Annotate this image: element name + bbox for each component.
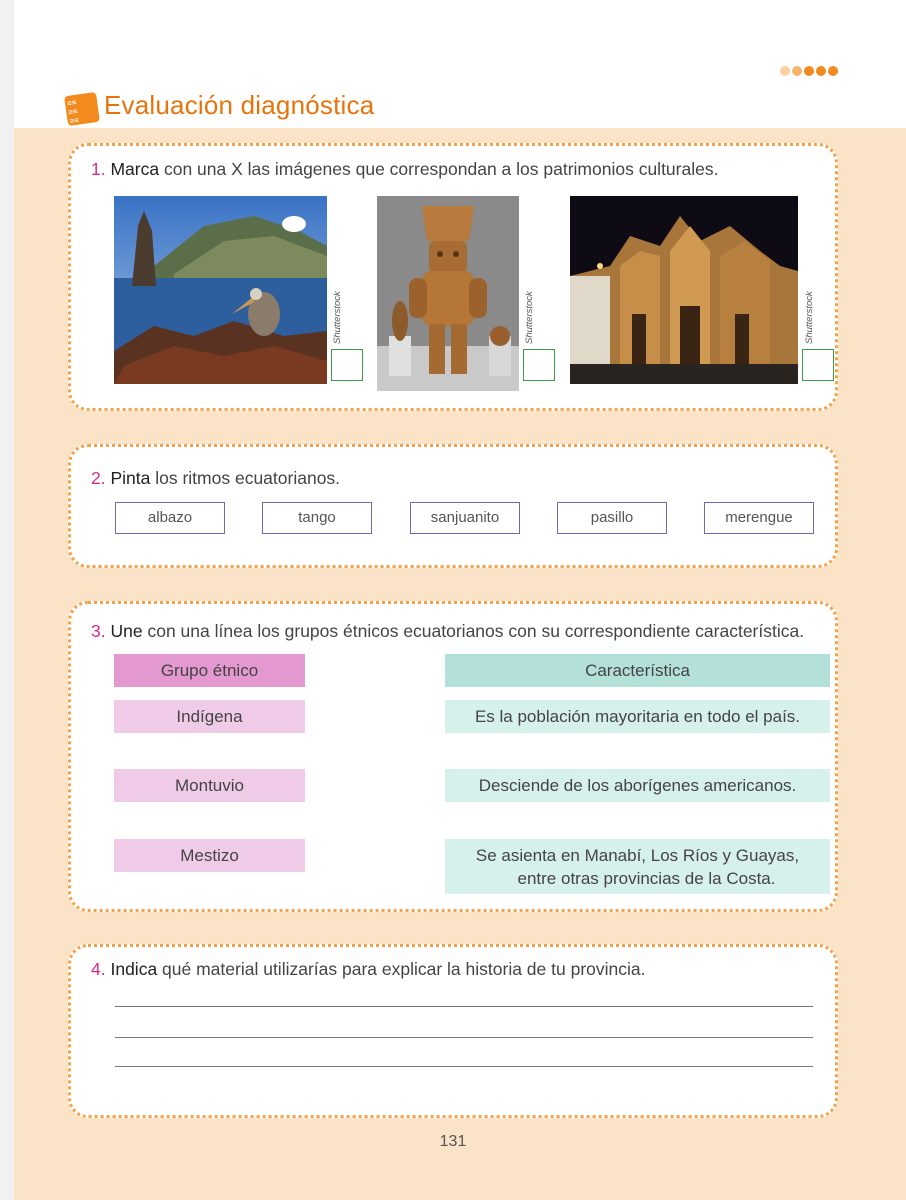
answer-line-1[interactable]	[115, 1006, 813, 1007]
answer-line-2[interactable]	[115, 1037, 813, 1038]
characteristic-coast-line-1: Se asienta en Manabí, Los Ríos y Guayas,	[475, 846, 800, 865]
question-4-card	[68, 944, 838, 1118]
characteristic-aborigines[interactable]: Desciende de los aborígenes americanos.	[445, 769, 830, 802]
characteristic-majority[interactable]: Es la población mayoritaria en todo el país.	[445, 700, 830, 733]
page-margin-strip	[0, 0, 14, 1200]
evaluation-icon: ≡≡ ≡≡ ≡≡	[64, 92, 100, 126]
characteristic-coast-line-2: entre otras provincias de la Costa.	[517, 869, 776, 888]
question-1-card	[68, 143, 838, 411]
ethnic-group-header: Grupo étnico	[114, 654, 305, 687]
photo-1-credit: Shutterstock	[332, 291, 343, 344]
question-2-prompt: 2. Pinta los ritmos ecuatorianos.	[91, 468, 341, 488]
rhythm-option-merengue[interactable]: merengue	[704, 502, 814, 534]
question-3-card	[68, 601, 838, 912]
photo-3-credit: Shutterstock	[804, 291, 815, 344]
galapagos-pelican-photo	[114, 196, 327, 384]
question-2-card	[68, 444, 838, 568]
ceramic-figure-photo	[377, 196, 519, 391]
page-title: Evaluación diagnóstica	[104, 90, 375, 120]
ethnic-group-montuvio[interactable]: Montuvio	[114, 769, 305, 802]
photo-2-credit: Shutterstock	[524, 291, 535, 344]
rhythm-option-albazo[interactable]: albazo	[115, 502, 225, 534]
characteristic-coast[interactable]	[445, 839, 830, 894]
rhythm-option-tango[interactable]: tango	[262, 502, 372, 534]
question-1-prompt: 1. Marca con una X las imágenes que correspondan a los patrimonios culturales.	[91, 159, 719, 179]
section-dots	[780, 66, 838, 76]
photo-1-checkbox[interactable]	[331, 349, 363, 381]
page-number: 131	[439, 1133, 467, 1150]
question-4-prompt: 4. Indica qué material utilizarías para explicar la historia de tu provincia.	[91, 959, 646, 979]
photo-3-checkbox[interactable]	[802, 349, 834, 381]
answer-line-3[interactable]	[115, 1066, 813, 1067]
ethnic-group-indigena[interactable]: Indígena	[114, 700, 305, 733]
ethnic-group-mestizo[interactable]: Mestizo	[114, 839, 305, 872]
question-3-prompt: 3. Une con una línea los grupos étnicos ecuatorianos con su correspondiente característica.	[91, 621, 805, 641]
rhythm-option-sanjuanito[interactable]: sanjuanito	[410, 502, 520, 534]
characteristic-header: Característica	[445, 654, 830, 687]
rhythm-option-pasillo[interactable]: pasillo	[557, 502, 667, 534]
colonial-church-photo	[570, 196, 798, 384]
photo-2-checkbox[interactable]	[523, 349, 555, 381]
